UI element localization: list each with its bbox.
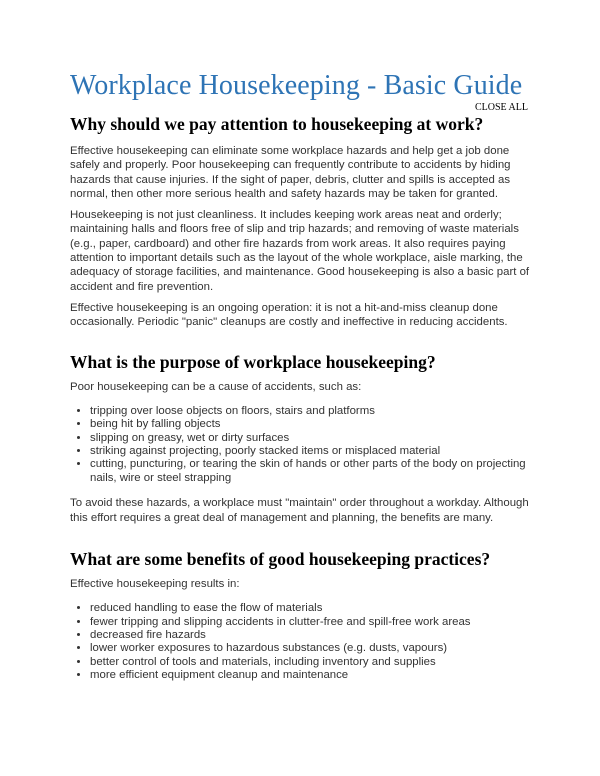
list-item: • fewer tripping and slipping accidents in clutter-free and spill-free work areas [90,616,536,629]
list-item: • lower worker exposures to hazardous substances (e.g. dusts, vapours) [90,642,536,655]
document-body [70,113,536,683]
accident-list [70,405,536,485]
section-heading-benefits: What are some benefits of good housekeeping practices? [70,548,491,569]
list-item: • tripping over loose objects on floors, stairs and platforms [90,405,536,418]
list-item: • reduced handling to ease the flow of materials [90,602,536,615]
list-item: • more efficient equipment cleanup and maintenance [90,669,536,682]
paragraph: To avoid these hazards, a workplace must "maintain" order throughout a workday. Although this effort requires a great deal of management and planning, the benefits are many. [70,497,529,524]
paragraph: Housekeeping is not just cleanliness. It includes keeping work areas neat and orderly; maintaining halls and floors free of slip and trip hazards; and removing of waste materials (e.g., paper, cardboard) and other fire hazards from work areas. It also requires paying attention to important details such as the layout of the whole workplace, aisle marking, the adequacy of storage facilities, and maintenance. Good housekeeping is also a basic part of accident and fire prevention. [70,209,530,293]
list-item: • slipping on greasy, wet or dirty surfaces [90,432,536,445]
section-heading-purpose: What is the purpose of workplace housekeeping? [70,351,436,372]
list-item: • better control of tools and materials, including inventory and supplies [90,656,536,669]
benefits-list [70,602,536,682]
list-item: • decreased fire hazards [90,629,536,642]
paragraph: Effective housekeeping can eliminate some workplace hazards and help get a job done safely and properly. Poor housekeeping can frequently contribute to accidents by hiding hazards that cause injuries. If the sight of paper, debris, clutter and spills is accepted as normal, then other more serious health and safety hazards may be taken for granted. [70,145,511,200]
section-heading-why: Why should we pay attention to housekeeping at work? [70,114,484,134]
paragraph: Effective housekeeping is an ongoing operation: it is not a hit-and-miss cleanup done occasionally. Periodic "panic" cleanups are costly and ineffective in reducing accidents. [70,301,508,329]
paragraph: Poor housekeeping can be a cause of accidents, such as: [70,380,362,393]
page-title: Workplace Housekeeping - Basic Guide [70,70,523,101]
close-all-link[interactable]: CLOSE ALL [474,102,528,113]
list-item: • being hit by falling objects [90,418,536,431]
paragraph: Effective housekeeping results in: [70,577,240,590]
list-item: • cutting, puncturing, or tearing the skin of hands or other parts of the body on projecting nails, wire or steel strapping [90,458,536,485]
list-item: • striking against projecting, poorly stacked items or misplaced material [90,445,536,458]
